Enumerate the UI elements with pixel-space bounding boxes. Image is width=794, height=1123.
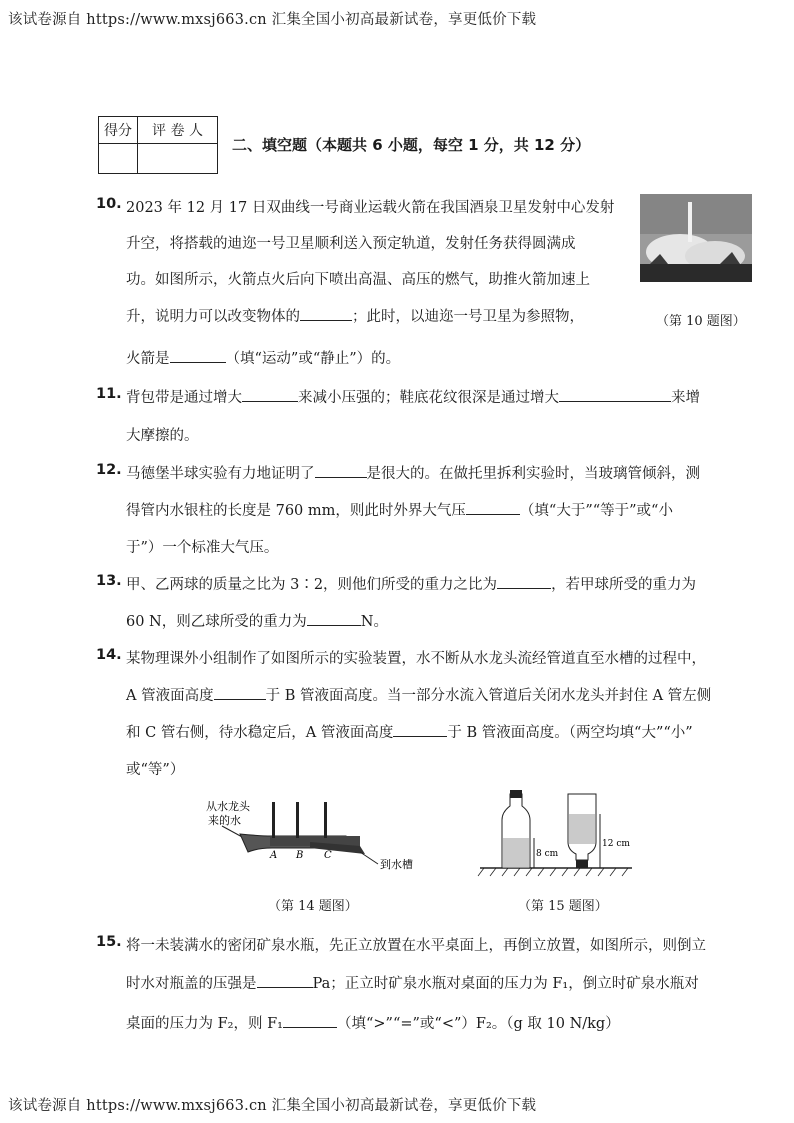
inlet-label: 从水龙头 [206,800,250,813]
q11-text: 背包带是通过增大 [126,390,242,406]
source-banner-bottom: 该试卷源自 https://www.mxsj663.cn 汇集全国小初高最新试卷，享更低价下载 [8,1098,537,1114]
answer-blank[interactable] [315,463,367,478]
q12-line-1 [126,462,700,483]
grader-cell[interactable] [138,144,218,174]
inverted-height-label: 12 cm [602,839,630,849]
answer-blank[interactable] [170,348,226,363]
tube-c-label: C [324,850,332,861]
source-banner-top: 该试卷源自 https://www.mxsj663.cn 汇集全国小初高最新试卷，享更低价下载 [8,12,537,28]
section-title: 二、填空题（本题共 6 小题，每空 1 分，共 12 分） [232,136,591,154]
answer-blank[interactable] [214,685,266,700]
rocket-launch-photo [640,194,752,282]
q14-text: 于 B 管液面高度。（两空均填“大”“小” [447,725,693,741]
q12-text: （填“大于”“等于”或“小 [519,503,673,519]
q15-line-1: 将一未装满水的密闭矿泉水瓶，先正立放置在水平桌面上，再倒立放置，如图所示，则倒立 [126,938,706,954]
q14-line-2 [126,684,711,705]
q10-line-3: 功。如图所示，火箭点火后向下喷出高温、高压的燃气，助推火箭加速上 [126,272,590,288]
score-cell[interactable] [99,144,138,174]
question-number: 13. [96,573,122,589]
q14-line-3 [126,721,693,742]
answer-blank[interactable] [307,611,361,626]
q14-line-1: 某物理课外小组制作了如图所示的实验装置，水不断从水龙头流经管道直至水槽的过程中， [126,651,706,667]
q10-text: 升，说明力可以改变物体的 [126,309,300,325]
q13-line-2 [126,610,388,631]
q15-line-3 [126,1012,620,1033]
q10-text: （填“运动”或“静止”）的。 [225,351,401,367]
outlet-arrow [360,852,378,864]
answer-blank[interactable] [300,306,352,321]
pipe-apparatus-figure [200,796,430,886]
answer-blank[interactable] [559,387,671,402]
q10-line-1: 2023 年 12 月 17 日双曲线一号商业运载火箭在我国酒泉卫星发射中心发射 [126,200,615,216]
answer-blank[interactable] [466,500,520,515]
tube-a-label: A [270,850,278,861]
answer-blank[interactable] [242,387,298,402]
upright-bottle-cap [510,790,522,798]
bottle-figure [476,788,636,888]
q14-text: 和 C 管右侧，待水稳定后，A 管液面高度 [126,725,394,741]
q10-line-4 [126,305,584,326]
answer-blank[interactable] [283,1013,337,1028]
q10-line-5 [126,347,400,368]
answer-blank[interactable] [257,973,313,988]
inverted-bottle-cap [576,860,588,868]
q11-line-2: 大摩擦的。 [126,428,199,444]
answer-blank[interactable] [393,722,447,737]
answer-blank[interactable] [497,574,551,589]
score-table [98,116,218,174]
question-number: 15. [96,934,122,950]
figure-caption: （第 14 题图） [268,899,358,914]
q14-text: 于 B 管液面高度。当一部分水流入管道后关闭水龙头并封住 A 管左侧 [265,688,712,704]
q15-text: （填“>”“=”或“<”）F₂。（g 取 10 N/kg） [336,1016,620,1032]
q12-line-2 [126,499,673,520]
question-number: 10. [96,196,122,212]
q12-line-3: 于”）一个标准大气压。 [126,540,279,556]
q12-text: 马德堡半球实验有力地证明了 [126,466,315,482]
outlet-label: 到水槽 [380,858,413,871]
q13-text: 甲、乙两球的质量之比为 3∶2，则他们所受的重力之比为 [126,577,498,593]
upright-height-label: 8 cm [536,849,559,859]
q10-text: ；此时，以迪迩一号卫星为参照物， [352,309,584,325]
tube-a [272,802,275,838]
q15-text: Pa；正立时矿泉水瓶对桌面的压力为 F₁，倒立时矿泉水瓶对 [312,976,699,992]
figure-caption: （第 15 题图） [518,899,608,914]
q13-text: ，若甲球所受的重力为 [551,577,697,593]
q14-text: A 管液面高度 [126,688,214,704]
tube-b [296,802,299,838]
q10-text: 火箭是 [126,351,170,367]
q15-line-2 [126,972,699,993]
question-number: 12. [96,462,122,478]
score-header: 得分 [99,117,138,144]
q13-text: N。 [360,614,388,630]
q11-line-1 [126,386,700,407]
q11-text: 来增 [671,390,700,406]
q15-text: 桌面的压力为 F₂，则 F₁ [126,1016,283,1032]
rocket-launch-image [640,194,752,282]
q12-text: 得管内水银柱的长度是 760 mm，则此时外界大气压 [126,503,466,519]
inlet-label: 来的水 [208,814,241,827]
table-hatching [478,868,628,876]
grader-header: 评 卷 人 [138,117,218,144]
upright-water [503,838,529,867]
tube-b-label: B [296,850,304,861]
q13-text: 60 N，则乙球所受的重力为 [126,614,307,630]
question-number: 11. [96,386,122,402]
inverted-water [569,814,595,844]
q15-text: 时水对瓶盖的压强是 [126,976,257,992]
tube-c [324,802,327,838]
q14-line-4: 或“等”） [126,762,185,778]
figure-caption: （第 10 题图） [656,314,746,329]
q13-line-1 [126,573,696,594]
q10-line-2: 升空，将搭载的迪迩一号卫星顺利送入预定轨道，发射任务获得圆满成 [126,236,576,252]
q11-text: 来减小压强的；鞋底花纹很深是通过增大 [298,390,559,406]
q12-text: 是很大的。在做托里拆利实验时，当玻璃管倾斜，测 [366,466,700,482]
question-number: 14. [96,647,122,663]
